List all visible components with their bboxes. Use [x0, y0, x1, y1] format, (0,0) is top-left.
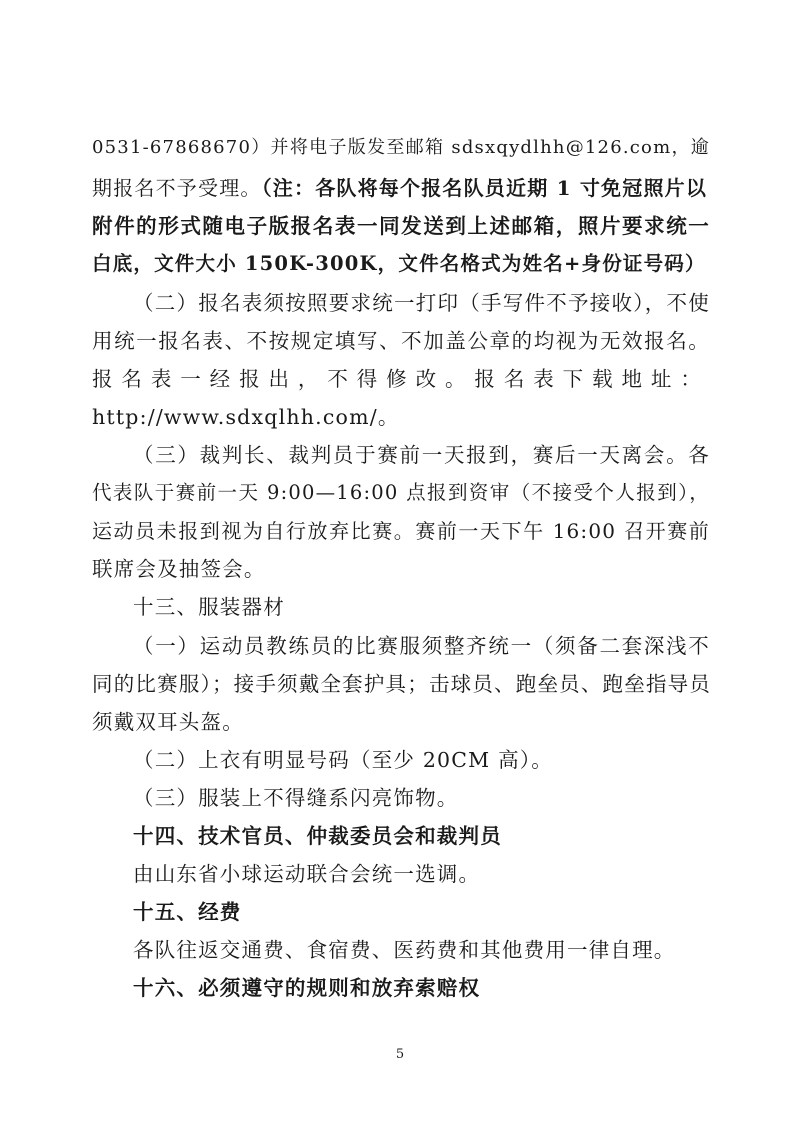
text-line: （三）服装上不得缝系闪亮饰物。	[133, 786, 459, 810]
text-line: 同的比赛服）；接手须戴全套护具；击球员、跑垒员、跑垒指导员	[92, 672, 712, 696]
text-line: 用统一报名表、不按规定填写、不加盖公章的均视为无效报名。	[92, 329, 710, 353]
section-heading: 十六、必须遵守的规则和放弃索赔权	[133, 976, 481, 1000]
text-line: 须戴双耳头盔。	[92, 710, 244, 734]
text-line: 运动员未报到视为自行放弃比赛。赛前一天下午 16:00 召开赛前	[92, 519, 710, 543]
text-line: 代表队于赛前一天 9:00—16:00 点报到资审（不接受个人报到），	[92, 481, 710, 504]
text-line: （三）裁判长、裁判员于赛前一天报到，赛后一天离会。各	[133, 443, 710, 467]
text-line: 各队往返交通费、食宿费、医药费和其他费用一律自理。	[133, 938, 676, 962]
text-line: 报 名 表 一 经 报 出 ， 不 得 修 改 。 报 名 表 下 载 地 址 ：	[92, 367, 703, 391]
section-heading: 十四、技术官员、仲裁委员会和裁判员	[133, 824, 502, 848]
note-text: （注：各队将每个报名队员近期 1 寸免冠照片以	[261, 176, 708, 200]
url-text: http://www.sdxqlhh.com/。	[92, 405, 400, 429]
note-text: 白底，文件大小 150K-300K，文件名格式为姓名+身份证号码）	[92, 252, 706, 275]
text-line: （一）运动员教练员的比赛服须整齐统一（须备二套深浅不	[133, 634, 710, 658]
text-line: 联席会及抽签会。	[92, 557, 266, 581]
text-line	[92, 174, 710, 202]
section-heading: 十五、经费	[133, 900, 242, 924]
text-line: （二）报名表须按照要求统一打印（手写件不予接收），不使	[133, 291, 710, 315]
text-line: 由山东省小球运动联合会统一选调。	[133, 862, 481, 886]
section-heading: 十三、服装器材	[133, 595, 285, 619]
note-text: 附件的形式随电子版报名表一同发送到上述邮箱，照片要求统一	[92, 214, 710, 238]
text-line: 0531-67868670）并将电子版发至邮箱 sdsxqydlhh@126.com，逾	[92, 137, 710, 158]
text-line: （二）上衣有明显号码（至少 20CM 高）。	[133, 748, 553, 772]
text-segment: 期报名不予受理。	[92, 176, 262, 200]
page-number: 5	[395, 1047, 405, 1062]
